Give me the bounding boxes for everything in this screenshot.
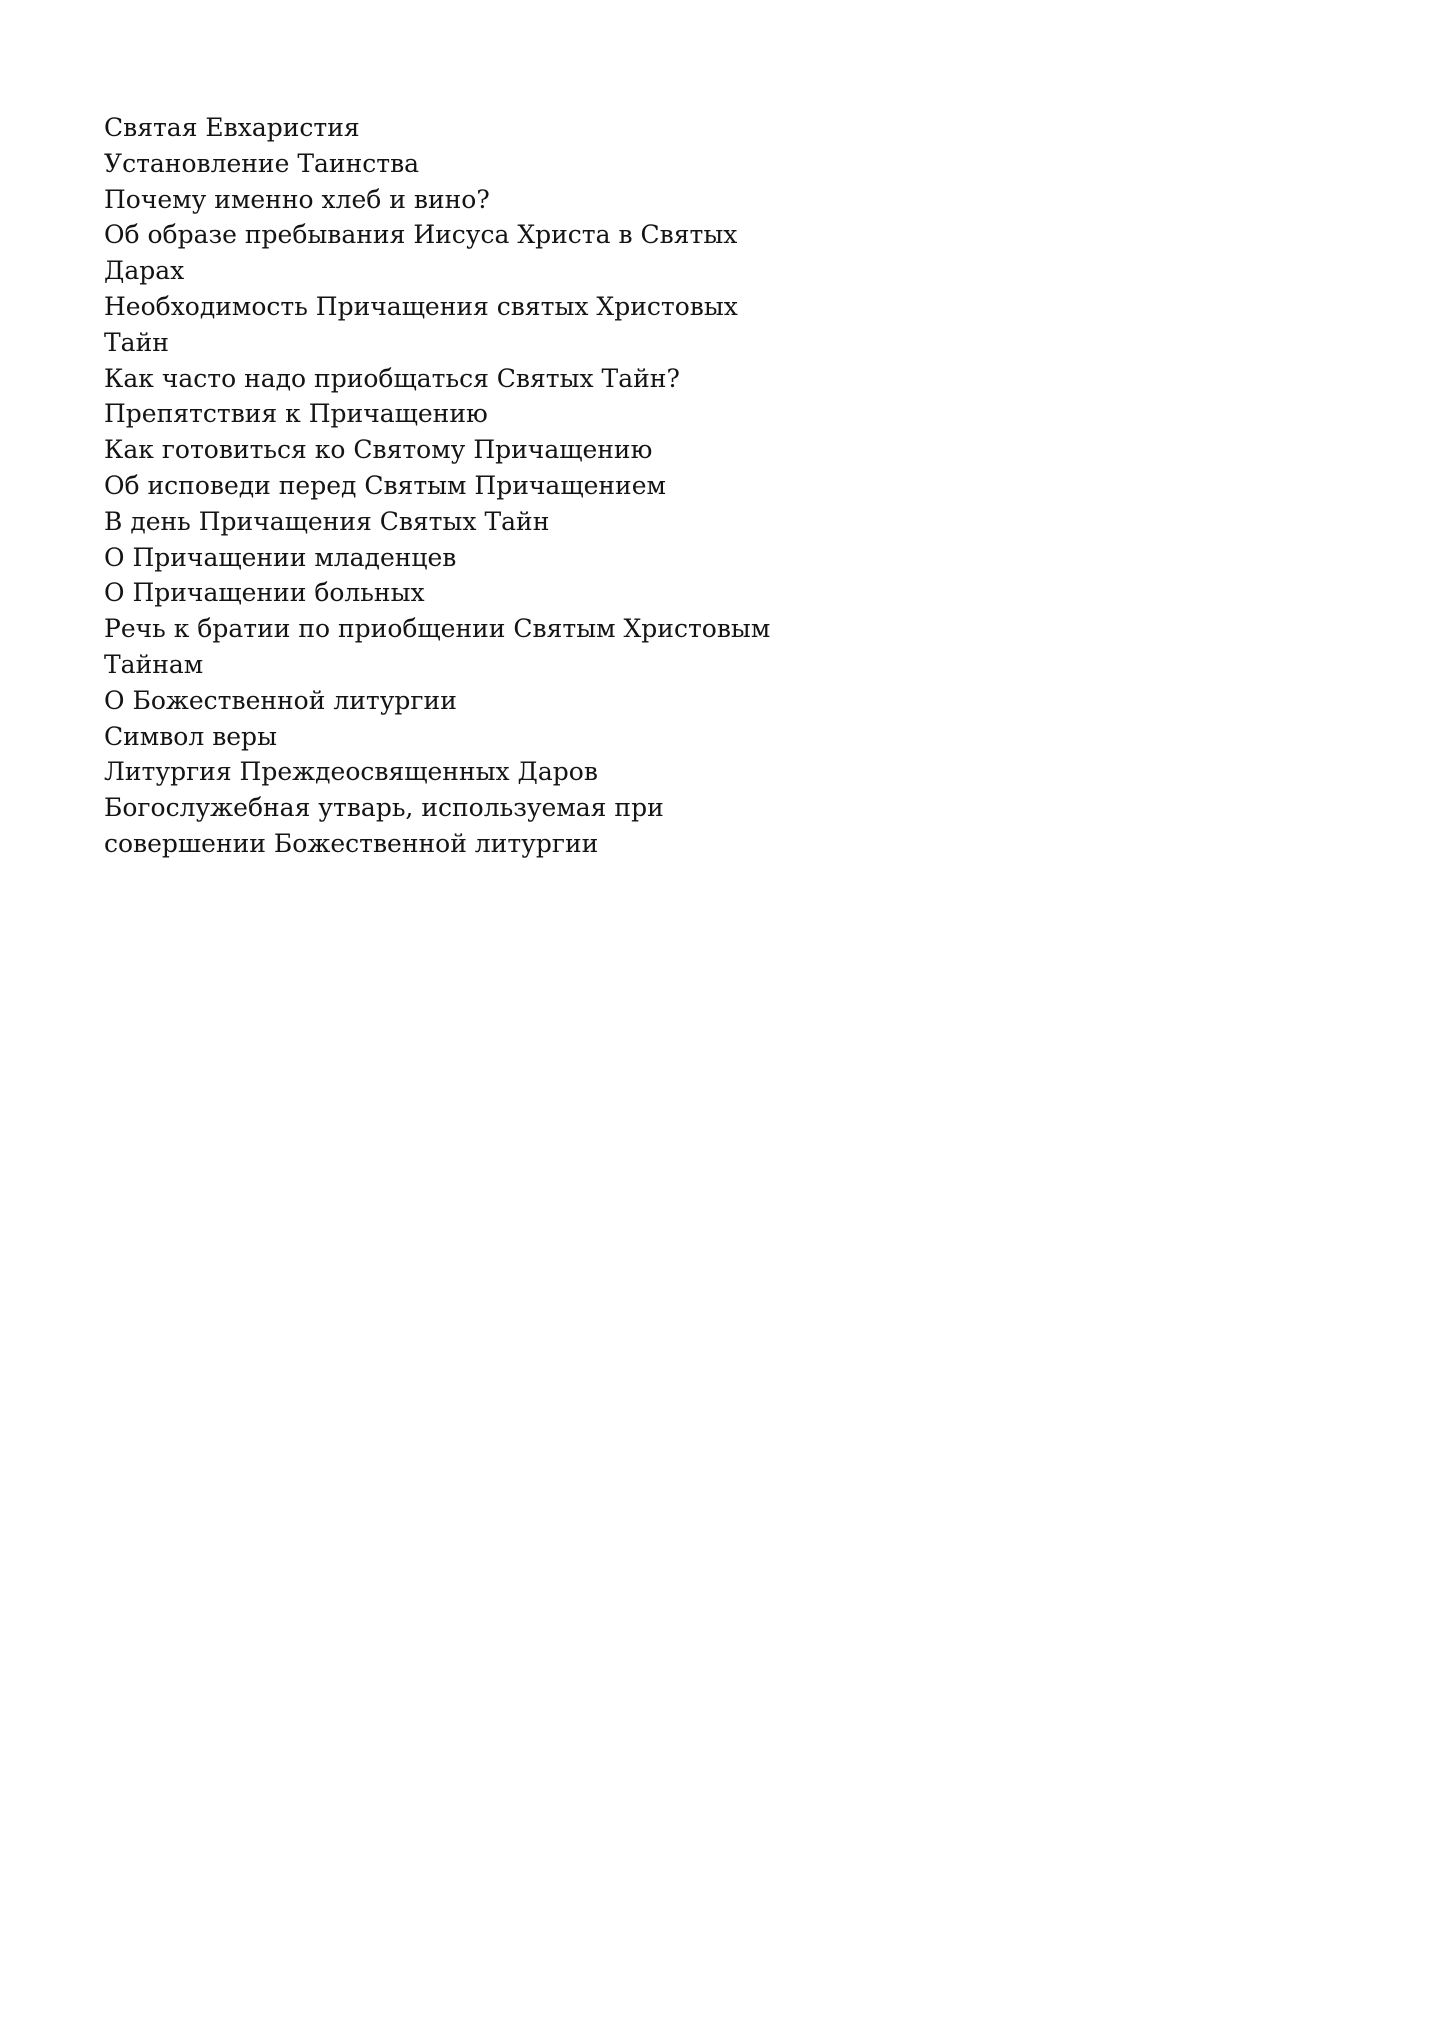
- toc-entry-line: Тайн: [104, 327, 169, 357]
- toc-entry-line: Речь к братии по приобщении Святым Христовым: [104, 614, 771, 644]
- toc-entry[interactable]: [104, 468, 784, 504]
- toc-entry-line: Препятствия к Причащению: [104, 399, 488, 429]
- toc-entry-line: Святая Евхаристия: [104, 113, 360, 142]
- toc-entry-line: Дарах: [104, 256, 185, 286]
- toc-entry-line: Установление Таинства: [104, 148, 420, 178]
- toc-entry[interactable]: [104, 719, 784, 755]
- toc-entry-line: Почему именно хлеб и вино?: [104, 184, 490, 214]
- toc-entry[interactable]: [104, 790, 784, 862]
- toc-entry[interactable]: [104, 110, 784, 146]
- toc-entry-line: Богослужебная утварь, используемая при: [104, 793, 664, 823]
- toc-entry-line: Об исповеди перед Святым Причащением: [104, 470, 666, 500]
- toc-entry[interactable]: [104, 217, 784, 289]
- toc-entry-line: совершении Божественной литургии: [104, 828, 599, 858]
- toc-entry[interactable]: [104, 361, 784, 397]
- toc-entry-line: О Божественной литургии: [104, 685, 457, 715]
- toc-entry-line: О Причащении больных: [104, 578, 425, 608]
- toc-entry[interactable]: [104, 754, 784, 790]
- toc-entry[interactable]: [104, 289, 784, 361]
- toc-entry-line: Символ веры: [104, 721, 277, 751]
- toc-entry-line: Необходимость Причащения святых Христовых: [104, 291, 738, 321]
- toc-entry[interactable]: [104, 432, 784, 468]
- toc-entry[interactable]: [104, 182, 784, 218]
- toc-entry[interactable]: [104, 504, 784, 540]
- toc-entry-line: Как часто надо приобщаться Святых Тайн?: [104, 363, 680, 393]
- table-of-contents: [104, 110, 784, 862]
- toc-entry[interactable]: [104, 611, 784, 683]
- toc-entry[interactable]: [104, 683, 784, 719]
- toc-entry-line: В день Причащения Святых Тайн: [104, 506, 550, 536]
- toc-entry-line: Как готовиться ко Святому Причащению: [104, 435, 653, 465]
- toc-entry[interactable]: [104, 540, 784, 576]
- toc-entry[interactable]: [104, 396, 784, 432]
- toc-entry-line: О Причащении младенцев: [104, 542, 457, 572]
- toc-entry-line: Тайнам: [104, 649, 204, 679]
- toc-entry-line: Об образе пребывания Иисуса Христа в Святых: [104, 220, 738, 250]
- toc-entry[interactable]: [104, 146, 784, 182]
- toc-entry[interactable]: [104, 575, 784, 611]
- toc-entry-line: Литургия Преждеосвященных Даров: [104, 757, 598, 787]
